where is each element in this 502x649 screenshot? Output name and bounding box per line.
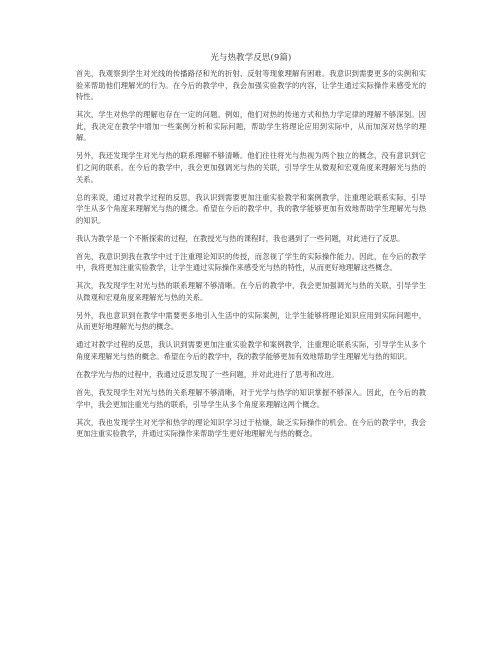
paragraph: 另外，我还发现学生对光与热的联系理解不够清晰。他们往往将光与热视为两个独立的概念，没有意识到它们之间的联系。在今后的教学中，我会更加强调光与热的关联，引导学生从微观和宏观角度来理解光与热的关系。 [76,151,426,184]
document-title: 光与热教学反思(9篇) [210,52,292,62]
paragraph: 在教学光与热的过程中，我通过反思发现了一些问题，并对此进行了思考和改进。 [76,369,339,379]
paragraph: 其次，我也发现学生对光学和热学的理论知识学习过于枯燥，缺乏实际操作的机会。在今后的教学中，我会更加注重实验教学，并通过实际操作来帮助学生更好地理解光与热的概念。 [76,417,426,439]
paragraph: 首先，我意识到我在教学中过于注重理论知识的传授，而忽视了学生的实际操作能力。因此，在今后的教学中，我将更加注重实验教学，让学生通过实际操作来感受光与热的特性，从而更好地理解这些概念。 [76,251,426,273]
paragraph: 总的来说，通过对教学过程的反思，我认识到需要更加注重实验教学和案例教学，注重理论联系实际，引导学生从多个角度来理解光与热的概念。希望在今后的教学中，我的教学能够更加有效地帮助学生理解光与热的知识。 [76,192,426,225]
paragraph: 其次，我发现学生对光与热的联系理解不够清晰。在今后的教学中，我会更加强调光与热的关联，引导学生从微观和宏观角度来理解光与热的关系。 [76,281,426,302]
paragraph: 其次，学生对热学的理解也存在一定的问题。例如，他们对热的传递方式和热力学定律的理解不够深刻。因此，我决定在教学中增加一些案例分析和实际问题，帮助学生将理论应用到实际中，从而加深对热学的理解。 [76,110,426,143]
paragraph: 首先，我观察到学生对光线的传播路径和光的折射、反射等现象理解有困难。我意识到需要更多的实例和实验来帮助他们理解光的行为。在今后的教学中，我会加强实验教学的内容，让学生通过实际操作来感受光的特性。 [76,69,426,102]
paragraph: 首先，我发现学生对光与热的关系理解不够清晰，对于光学与热学的知识掌握不够深入。因此，在今后的教学中，我会更加注重光与热的联系，引导学生从多个角度来理解这两个概念。 [76,387,426,409]
paragraph: 通过对教学过程的反思，我认识到需要更加注重实验教学和案例教学，注重理论联系实际，引导学生从多个角度来理解光与热的概念。希望在今后的教学中，我的教学能够更加有效地帮助学生理解光与热的知识。 [76,340,426,361]
paragraph: 另外，我也意识到在教学中需要更多地引入生活中的实际案例，让学生能够将理论知识应用到实际问题中，从而更好地理解光与热的概念。 [76,310,426,332]
paragraph: 我认为教学是一个不断探索的过程，在教授光与热的课程时，我也遇到了一些问题，对此进行了反思。 [76,233,405,243]
